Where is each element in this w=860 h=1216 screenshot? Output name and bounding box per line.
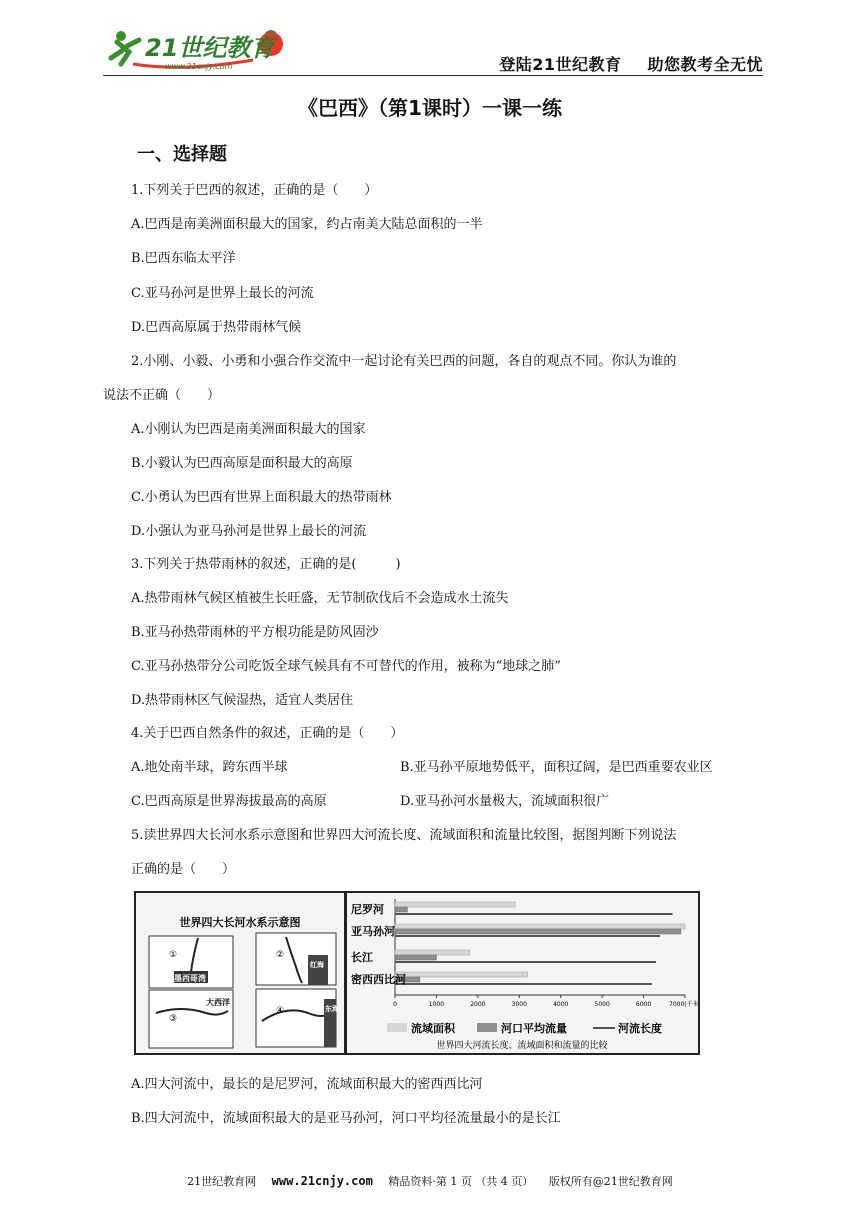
page-title: 《巴西》（第1课时）一课一练: [298, 96, 562, 120]
question-2-option-b: B.小毅认为巴西高原是面积最大的高原: [131, 456, 353, 471]
river-comparison-chart: [347, 893, 698, 1053]
footer-page: 精品资料·第 1 页 （共 4 页）: [388, 1175, 534, 1188]
bar-basin-area: [395, 924, 685, 929]
legend-area: 流域面积: [411, 1022, 455, 1035]
axis-tick-label: 3000: [511, 1001, 527, 1008]
map-label-red-sea: 红海: [310, 961, 324, 969]
bar-mouth-flow: [395, 907, 407, 912]
footer-site: 21世纪教育网: [187, 1175, 257, 1188]
map-label-atlantic: 大西洋: [206, 998, 230, 1007]
question-3-option-c: C.亚马孙热带分公司吃饭全球气候具有不可替代的作用，被称为“地球之肺”: [131, 659, 561, 674]
question-5-option-a: A.四大河流中，最长的是尼罗河，流域面积最大的密西西比河: [131, 1077, 483, 1092]
legend-swatch-flow: [477, 1023, 497, 1032]
legend-length: 河流长度: [618, 1022, 662, 1035]
question-2-stem-cont: 说法不正确（ ）: [103, 388, 221, 403]
axis-tick-label: 7000(千米): [669, 1001, 698, 1008]
chart-svg: [347, 893, 698, 1053]
question-2-option-c: C.小勇认为巴西有世界上面积最大的热带雨林: [131, 490, 392, 505]
question-1-option-b: B.巴西东临太平洋: [131, 251, 236, 266]
map-label-4: ④: [276, 1006, 285, 1016]
map-label-2: ②: [276, 950, 285, 960]
map-label-3: ③: [169, 1014, 178, 1024]
question-3-option-b: B.亚马孙热带雨林的平方根功能是防风固沙: [131, 625, 379, 640]
slogan-right: 助您教考全无忧: [647, 55, 763, 74]
axis-tick-label: 6000: [635, 1001, 652, 1008]
map-label-east-sea: 东海: [325, 1005, 339, 1013]
category-label: 长江: [351, 951, 373, 964]
logo: [103, 24, 293, 72]
question-1-stem: 1.下列关于巴西的叙述，正确的是（ ）: [131, 183, 378, 198]
question-3-option-a: A.热带雨林气候区植被生长旺盛，无节制砍伐后不会造成水土流失: [131, 591, 509, 606]
axis-tick-label: 4000: [553, 1001, 569, 1008]
question-3-stem: 3.下列关于热带雨林的叙述，正确的是( ): [131, 557, 401, 572]
bar-basin-area: [395, 902, 515, 907]
question-3-option-d: D.热带雨林区气候湿热，适宜人类居住: [131, 693, 354, 708]
header-slogan: [499, 52, 763, 75]
axis-tick-label: 1000: [428, 1001, 445, 1008]
category-label: 尼罗河: [351, 903, 384, 916]
question-5-stem-cont: 正确的是（ ）: [131, 862, 236, 877]
bar-mouth-flow: [395, 929, 681, 934]
category-label: 密西西比河: [351, 973, 406, 986]
section-heading: 一、选择题: [137, 144, 227, 165]
slogan-left: 登陆21世纪教育: [499, 55, 622, 74]
logo-url: www.21cnjy.com: [165, 62, 233, 71]
axis-tick-label: 5000: [594, 1001, 610, 1008]
legend-swatch-area: [387, 1023, 407, 1032]
logo-text: 21世纪教育: [145, 34, 275, 62]
map-title: 世界四大长河水系示意图: [179, 916, 301, 929]
question-4-stem: 4.关于巴西自然条件的叙述，正确的是（ ）: [131, 726, 404, 741]
question-2-option-a: A.小刚认为巴西是南美洲面积最大的国家: [131, 422, 366, 437]
chart-caption: 世界四大河流长度、流域面积和流量的比较: [436, 1041, 608, 1051]
bar-basin-area: [395, 950, 470, 955]
question-4-option-c: C.巴西高原是世界海拔最高的高原: [131, 794, 327, 809]
header-divider: [103, 75, 763, 76]
question-4-option-a: A.地处南半球，跨东西半球: [131, 760, 288, 775]
river-map-panel: [136, 893, 347, 1053]
question-1-option-d: D.巴西高原属于热带雨林气候: [131, 320, 302, 335]
map-label-1: ①: [169, 950, 178, 960]
question-2-option-d: D.小强认为亚马孙河是世界上最长的河流: [131, 524, 367, 539]
question-5-stem: 5.读世界四大长河水系示意图和世界四大河流长度、流域面积和流量比较图，据图判断下列说法: [131, 828, 677, 843]
bar-mouth-flow: [395, 955, 436, 960]
map-label-gulf: 墨西哥湾: [174, 974, 206, 983]
axis-tick-label: 0: [393, 1001, 397, 1008]
page-footer: [0, 1173, 860, 1189]
question-5-figure: [134, 891, 700, 1055]
question-1-option-a: A.巴西是南美洲面积最大的国家，约占南美大陆总面积的一半: [131, 217, 483, 232]
question-5-option-b: B.四大河流中，流域面积最大的是亚马孙河，河口平均径流量最小的是长江: [131, 1111, 561, 1126]
question-4-option-b: B.亚马孙平原地势低平，面积辽阔，是巴西重要农业区: [400, 760, 713, 775]
question-2-stem: 2.小刚、小毅、小勇和小强合作交流中一起讨论有关巴西的问题，各自的观点不同。你认为谁的: [131, 354, 677, 369]
footer-copyright: 版权所有@21世纪教育网: [548, 1175, 673, 1188]
legend-flow: 河口平均流量: [501, 1022, 567, 1035]
page-header: [103, 22, 763, 78]
question-4-option-d: D.亚马孙河水量极大，流域面积很广: [400, 794, 610, 809]
category-label: 亚马孙河: [351, 925, 395, 938]
question-1-option-c: C.亚马孙河是世界上最长的河流: [131, 286, 314, 301]
bar-basin-area: [395, 972, 528, 977]
footer-url[interactable]: www.21cnjy.com: [271, 1174, 373, 1188]
axis-tick-label: 2000: [470, 1001, 486, 1008]
